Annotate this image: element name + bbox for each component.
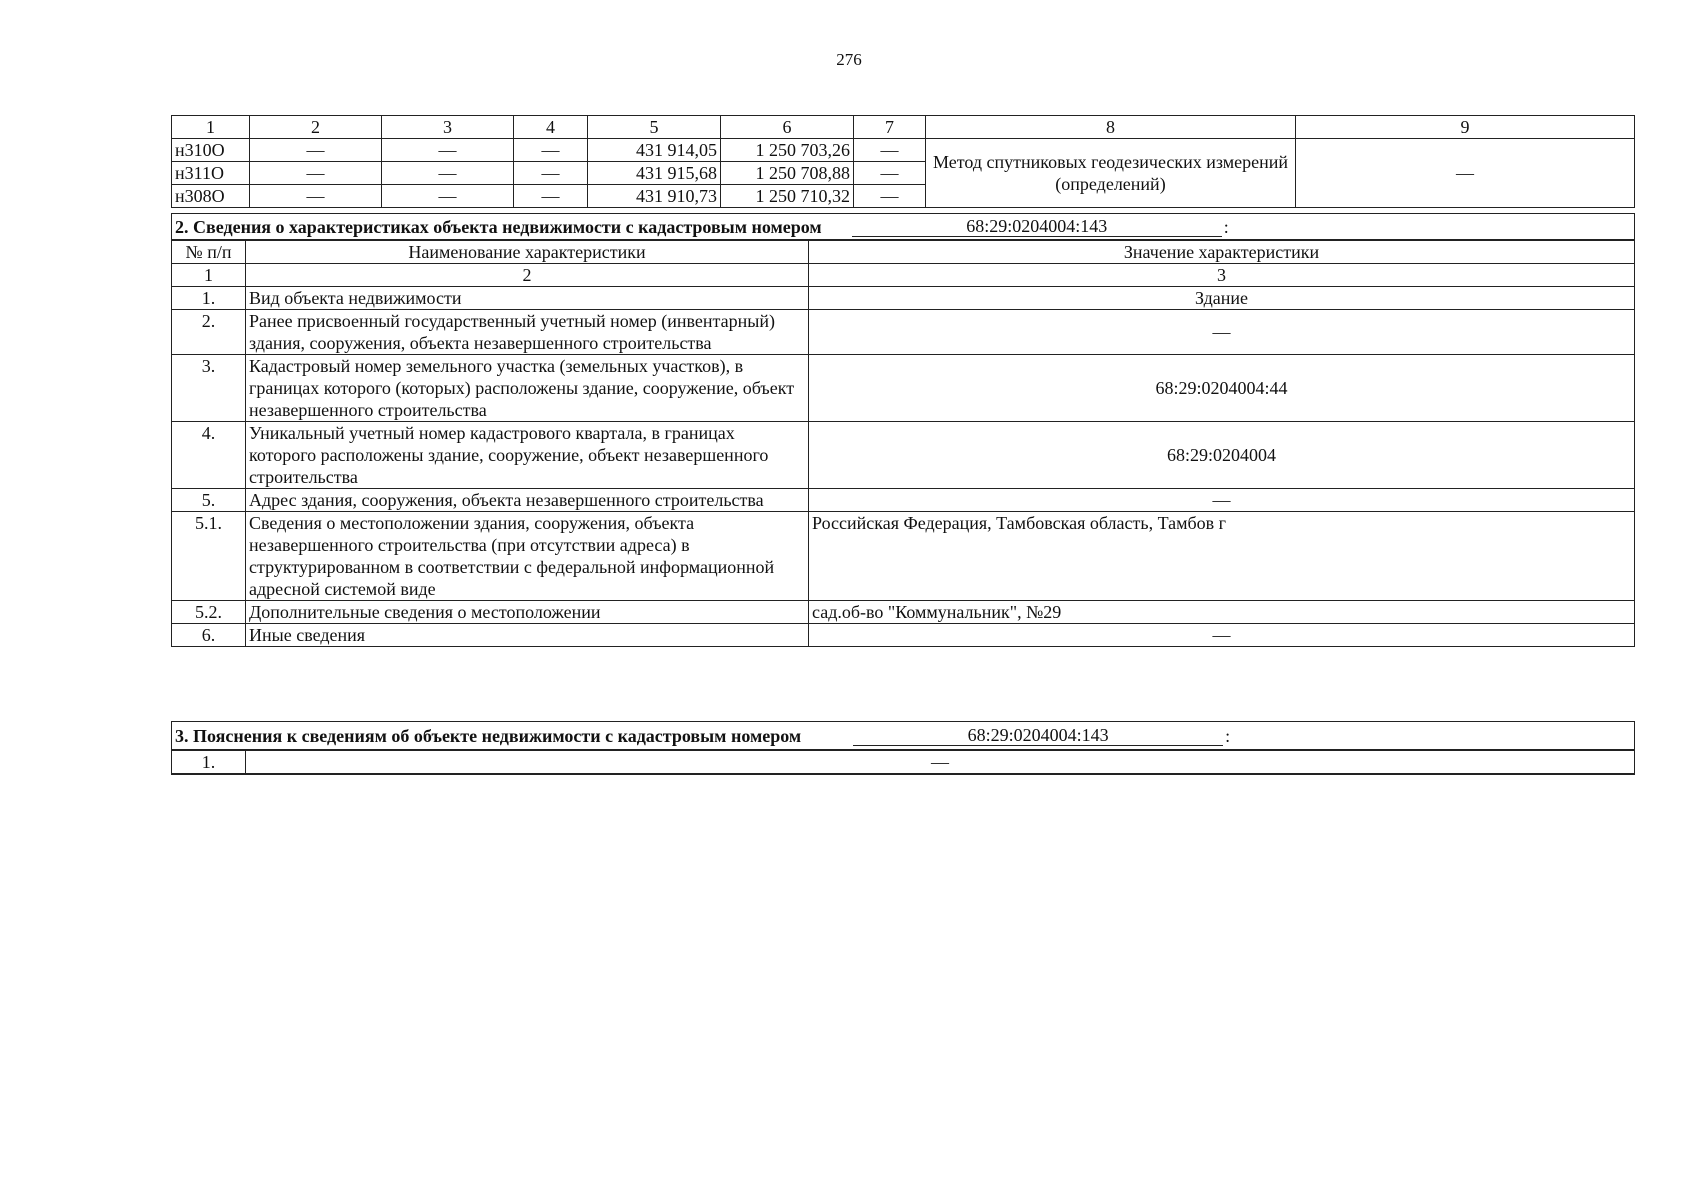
column-number: 1 <box>172 264 246 287</box>
table-row <box>172 750 1635 774</box>
row-number: 5. <box>172 489 246 512</box>
row-number: 5.1. <box>172 512 246 601</box>
characteristic-value: — <box>809 310 1635 355</box>
column-number: 3 <box>382 116 514 139</box>
page-number: 276 <box>836 50 862 69</box>
characteristics-table <box>171 213 1635 647</box>
cell-value: — <box>854 185 926 208</box>
cell-value: — <box>382 162 514 185</box>
coordinate-y: 1 250 710,32 <box>721 185 854 208</box>
characteristic-value: — <box>809 489 1635 512</box>
column-number: 8 <box>926 116 1296 139</box>
column-number: 2 <box>250 116 382 139</box>
characteristic-name: Дополнительные сведения о местоположении <box>246 601 809 624</box>
characteristic-name: Кадастровый номер земельного участка (земельных участков), в границах которого (которых) расположены здание, сооружение, объект незавершенного строительства <box>246 355 809 422</box>
row-number: 5.2. <box>172 601 246 624</box>
point-name: н311О <box>172 162 250 185</box>
table-row <box>172 512 1635 601</box>
measurement-method: Метод спутниковых геодезических измерений (определений) <box>926 139 1296 208</box>
coordinate-y: 1 250 708,88 <box>721 162 854 185</box>
cell-value: — <box>514 139 588 162</box>
cell-value: — <box>1296 139 1635 208</box>
explanations-table <box>171 721 1635 775</box>
colon: : <box>1225 725 1231 746</box>
characteristic-value: Российская Федерация, Тамбовская область, Тамбов г <box>809 512 1635 601</box>
characteristic-name: Сведения о местоположении здания, сооружения, объекта незавершенного строительства (при отсутствии адреса) в структурированном в соответствии с федеральной информационной адресной системой виде <box>246 512 809 601</box>
coordinate-y: 1 250 703,26 <box>721 139 854 162</box>
column-number: 3 <box>809 264 1635 287</box>
characteristic-name: Адрес здания, сооружения, объекта незавершенного строительства <box>246 489 809 512</box>
row-number: 1. <box>172 287 246 310</box>
colon: : <box>1223 216 1229 237</box>
characteristic-value: сад.об-во "Коммунальник", №29 <box>809 601 1635 624</box>
characteristic-name: Иные сведения <box>246 624 809 647</box>
cell-value: — <box>382 185 514 208</box>
row-number: 6. <box>172 624 246 647</box>
table-row <box>172 355 1635 422</box>
column-number: 5 <box>588 116 721 139</box>
column-number-row <box>172 116 1635 139</box>
characteristic-name: Уникальный учетный номер кадастрового квартала, в границах которого расположены здание, сооружение, объект незавершенного строительства <box>246 422 809 489</box>
point-name: н308О <box>172 185 250 208</box>
column-number: 4 <box>514 116 588 139</box>
row-number: 3. <box>172 355 246 422</box>
coordinate-x: 431 910,73 <box>588 185 721 208</box>
cell-value: — <box>250 185 382 208</box>
column-number: 9 <box>1296 116 1635 139</box>
section-header-row <box>172 722 1635 751</box>
cell-value: — <box>382 139 514 162</box>
characteristic-name: Вид объекта недвижимости <box>246 287 809 310</box>
characteristic-name: Ранее присвоенный государственный учетный номер (инвентарный) здания, сооружения, объекта незавершенного строительства <box>246 310 809 355</box>
characteristic-value: Здание <box>809 287 1635 310</box>
section-title: 2. Сведения о характеристиках объекта недвижимости с кадастровым номером <box>175 216 822 237</box>
column-header-row <box>172 240 1635 264</box>
section-title: 3. Пояснения к сведениям об объекте недвижимости с кадастровым номером <box>175 725 802 746</box>
table-row <box>172 422 1635 489</box>
column-number: 2 <box>246 264 809 287</box>
coordinate-x: 431 915,68 <box>588 162 721 185</box>
row-number: 4. <box>172 422 246 489</box>
table-row <box>172 310 1635 355</box>
cadastral-number: 68:29:0204004:143 <box>852 216 1222 237</box>
table-row <box>172 489 1635 512</box>
section-header-row <box>172 214 1635 241</box>
table-row <box>172 601 1635 624</box>
characteristic-value: — <box>809 624 1635 647</box>
column-number: 1 <box>172 116 250 139</box>
table-row <box>172 624 1635 647</box>
cell-value: — <box>514 185 588 208</box>
coordinates-table <box>171 115 1635 208</box>
characteristic-value: 68:29:0204004:44 <box>809 355 1635 422</box>
coordinate-x: 431 914,05 <box>588 139 721 162</box>
column-header: № п/п <box>172 240 246 264</box>
point-name: н310О <box>172 139 250 162</box>
cell-value: — <box>250 162 382 185</box>
column-number-row <box>172 264 1635 287</box>
explanation-value: — <box>246 750 1635 774</box>
row-number: 2. <box>172 310 246 355</box>
cell-value: — <box>854 139 926 162</box>
section-header <box>172 214 1635 241</box>
cell-value: — <box>514 162 588 185</box>
cell-value: — <box>250 139 382 162</box>
cadastral-number: 68:29:0204004:143 <box>853 725 1223 746</box>
table-row <box>172 287 1635 310</box>
column-header: Наименование характеристики <box>246 240 809 264</box>
table-row <box>172 139 1635 162</box>
column-number: 7 <box>854 116 926 139</box>
cell-value: — <box>854 162 926 185</box>
column-header: Значение характеристики <box>809 240 1635 264</box>
row-number: 1. <box>172 750 246 774</box>
characteristic-value: 68:29:0204004 <box>809 422 1635 489</box>
column-number: 6 <box>721 116 854 139</box>
section-header <box>172 722 1635 751</box>
